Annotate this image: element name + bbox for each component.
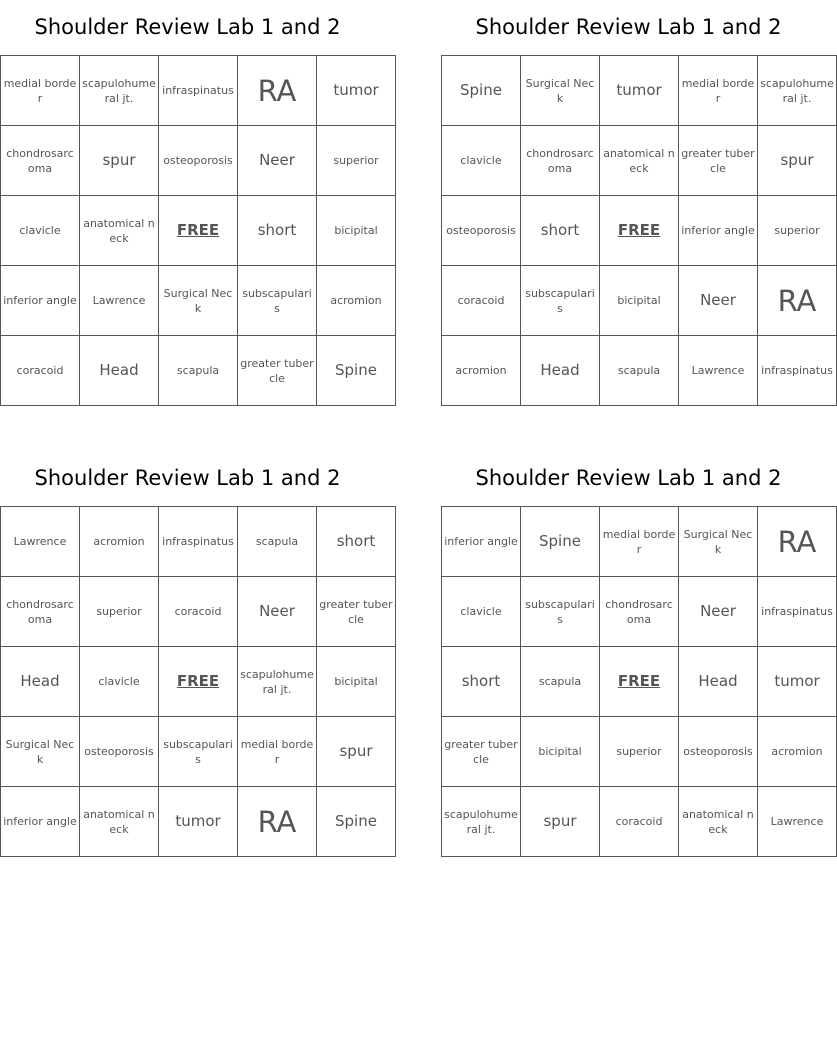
bingo-cell: spur (758, 126, 837, 196)
bingo-cell: Spine (521, 507, 600, 577)
bingo-cell: Neer (238, 126, 317, 196)
bingo-grid (441, 506, 837, 857)
bingo-cell: coracoid (600, 787, 679, 857)
bingo-cell: RA (238, 787, 317, 857)
bingo-cell: Head (1, 647, 80, 717)
bingo-cell: scapulohumeral jt. (238, 647, 317, 717)
bingo-cell: spur (80, 126, 159, 196)
bingo-cell: infraspinatus (758, 336, 837, 406)
bingo-grid (0, 55, 396, 406)
bingo-cell: Surgical Neck (521, 56, 600, 126)
bingo-cell: bicipital (521, 717, 600, 787)
bingo-cell: medial border (679, 56, 758, 126)
bingo-cell: tumor (600, 56, 679, 126)
bingo-cell: clavicle (442, 126, 521, 196)
free-space: FREE (600, 196, 679, 266)
bingo-cell: medial border (238, 717, 317, 787)
bingo-cell: RA (758, 507, 837, 577)
bingo-cell: superior (317, 126, 396, 196)
bingo-cell: Surgical Neck (679, 507, 758, 577)
bingo-cell: chondrosarcoma (1, 126, 80, 196)
bingo-card-3 (0, 451, 393, 857)
bingo-cell: Spine (317, 336, 396, 406)
bingo-cell: short (317, 507, 396, 577)
bingo-cell: inferior angle (442, 507, 521, 577)
bingo-cell: coracoid (442, 266, 521, 336)
bingo-cell: short (238, 196, 317, 266)
bingo-cell: tumor (159, 787, 238, 857)
bingo-grid (0, 506, 396, 857)
bingo-cell: scapulohumeral jt. (80, 56, 159, 126)
bingo-cell: inferior angle (1, 266, 80, 336)
bingo-cell: Head (521, 336, 600, 406)
bingo-cell: osteoporosis (442, 196, 521, 266)
bingo-cell: Spine (317, 787, 396, 857)
bingo-card-4 (441, 451, 833, 857)
free-space: FREE (600, 647, 679, 717)
bingo-cell: coracoid (159, 577, 238, 647)
card-title: Shoulder Review Lab 1 and 2 (475, 15, 782, 39)
bingo-cell: subscapularis (521, 577, 600, 647)
bingo-cell: Spine (442, 56, 521, 126)
bingo-cell: acromion (442, 336, 521, 406)
bingo-cell: Head (80, 336, 159, 406)
bingo-cell: inferior angle (679, 196, 758, 266)
bingo-cell: spur (521, 787, 600, 857)
bingo-cell: medial border (600, 507, 679, 577)
card-title: Shoulder Review Lab 1 and 2 (34, 466, 341, 490)
bingo-cell: Lawrence (1, 507, 80, 577)
bingo-cell: greater tubercle (317, 577, 396, 647)
bingo-cell: infraspinatus (159, 507, 238, 577)
bingo-cell: anatomical neck (679, 787, 758, 857)
bingo-cell: bicipital (317, 196, 396, 266)
bingo-cell: bicipital (600, 266, 679, 336)
bingo-cell: greater tubercle (679, 126, 758, 196)
bingo-cell: superior (600, 717, 679, 787)
bingo-cell: scapula (159, 336, 238, 406)
bingo-cell: RA (758, 266, 837, 336)
bingo-cell: osteoporosis (159, 126, 238, 196)
free-space: FREE (159, 196, 238, 266)
bingo-cell: Surgical Neck (1, 717, 80, 787)
bingo-cell: osteoporosis (80, 717, 159, 787)
bingo-cell: scapulohumeral jt. (758, 56, 837, 126)
bingo-cell: infraspinatus (758, 577, 837, 647)
bingo-cell: chondrosarcoma (521, 126, 600, 196)
bingo-cell: scapula (238, 507, 317, 577)
bingo-cell: clavicle (80, 647, 159, 717)
bingo-cell: osteoporosis (679, 717, 758, 787)
bingo-cell: Head (679, 647, 758, 717)
free-space: FREE (159, 647, 238, 717)
bingo-cell: acromion (317, 266, 396, 336)
bingo-cell: bicipital (317, 647, 396, 717)
bingo-cell: chondrosarcoma (600, 577, 679, 647)
bingo-cell: Surgical Neck (159, 266, 238, 336)
bingo-cell: clavicle (442, 577, 521, 647)
bingo-cell: Neer (679, 577, 758, 647)
bingo-cell: Neer (238, 577, 317, 647)
bingo-cell: scapula (600, 336, 679, 406)
bingo-cell: anatomical neck (80, 787, 159, 857)
bingo-cell: medial border (1, 56, 80, 126)
bingo-cell: tumor (758, 647, 837, 717)
bingo-cell: greater tubercle (238, 336, 317, 406)
bingo-cell: greater tubercle (442, 717, 521, 787)
bingo-cell: infraspinatus (159, 56, 238, 126)
card-title: Shoulder Review Lab 1 and 2 (34, 15, 341, 39)
bingo-cell: short (442, 647, 521, 717)
bingo-cell: Lawrence (679, 336, 758, 406)
bingo-cell: Lawrence (758, 787, 837, 857)
bingo-cell: short (521, 196, 600, 266)
bingo-card-1 (0, 0, 382, 406)
bingo-cell: scapulohumeral jt. (442, 787, 521, 857)
bingo-cell: Lawrence (80, 266, 159, 336)
bingo-cell: superior (80, 577, 159, 647)
bingo-cell: RA (238, 56, 317, 126)
bingo-cell: acromion (758, 717, 837, 787)
bingo-cell: anatomical neck (600, 126, 679, 196)
bingo-cell: spur (317, 717, 396, 787)
bingo-cell: clavicle (1, 196, 80, 266)
bingo-cell: tumor (317, 56, 396, 126)
bingo-cell: scapula (521, 647, 600, 717)
bingo-cell: subscapularis (238, 266, 317, 336)
bingo-cell: Neer (679, 266, 758, 336)
card-title: Shoulder Review Lab 1 and 2 (475, 466, 782, 490)
bingo-cell: subscapularis (521, 266, 600, 336)
bingo-cell: anatomical neck (80, 196, 159, 266)
bingo-cell: coracoid (1, 336, 80, 406)
bingo-cell: inferior angle (1, 787, 80, 857)
bingo-cell: acromion (80, 507, 159, 577)
bingo-grid (441, 55, 837, 406)
bingo-cell: subscapularis (159, 717, 238, 787)
bingo-cell: chondrosarcoma (1, 577, 80, 647)
bingo-card-2 (441, 0, 834, 406)
bingo-cell: superior (758, 196, 837, 266)
